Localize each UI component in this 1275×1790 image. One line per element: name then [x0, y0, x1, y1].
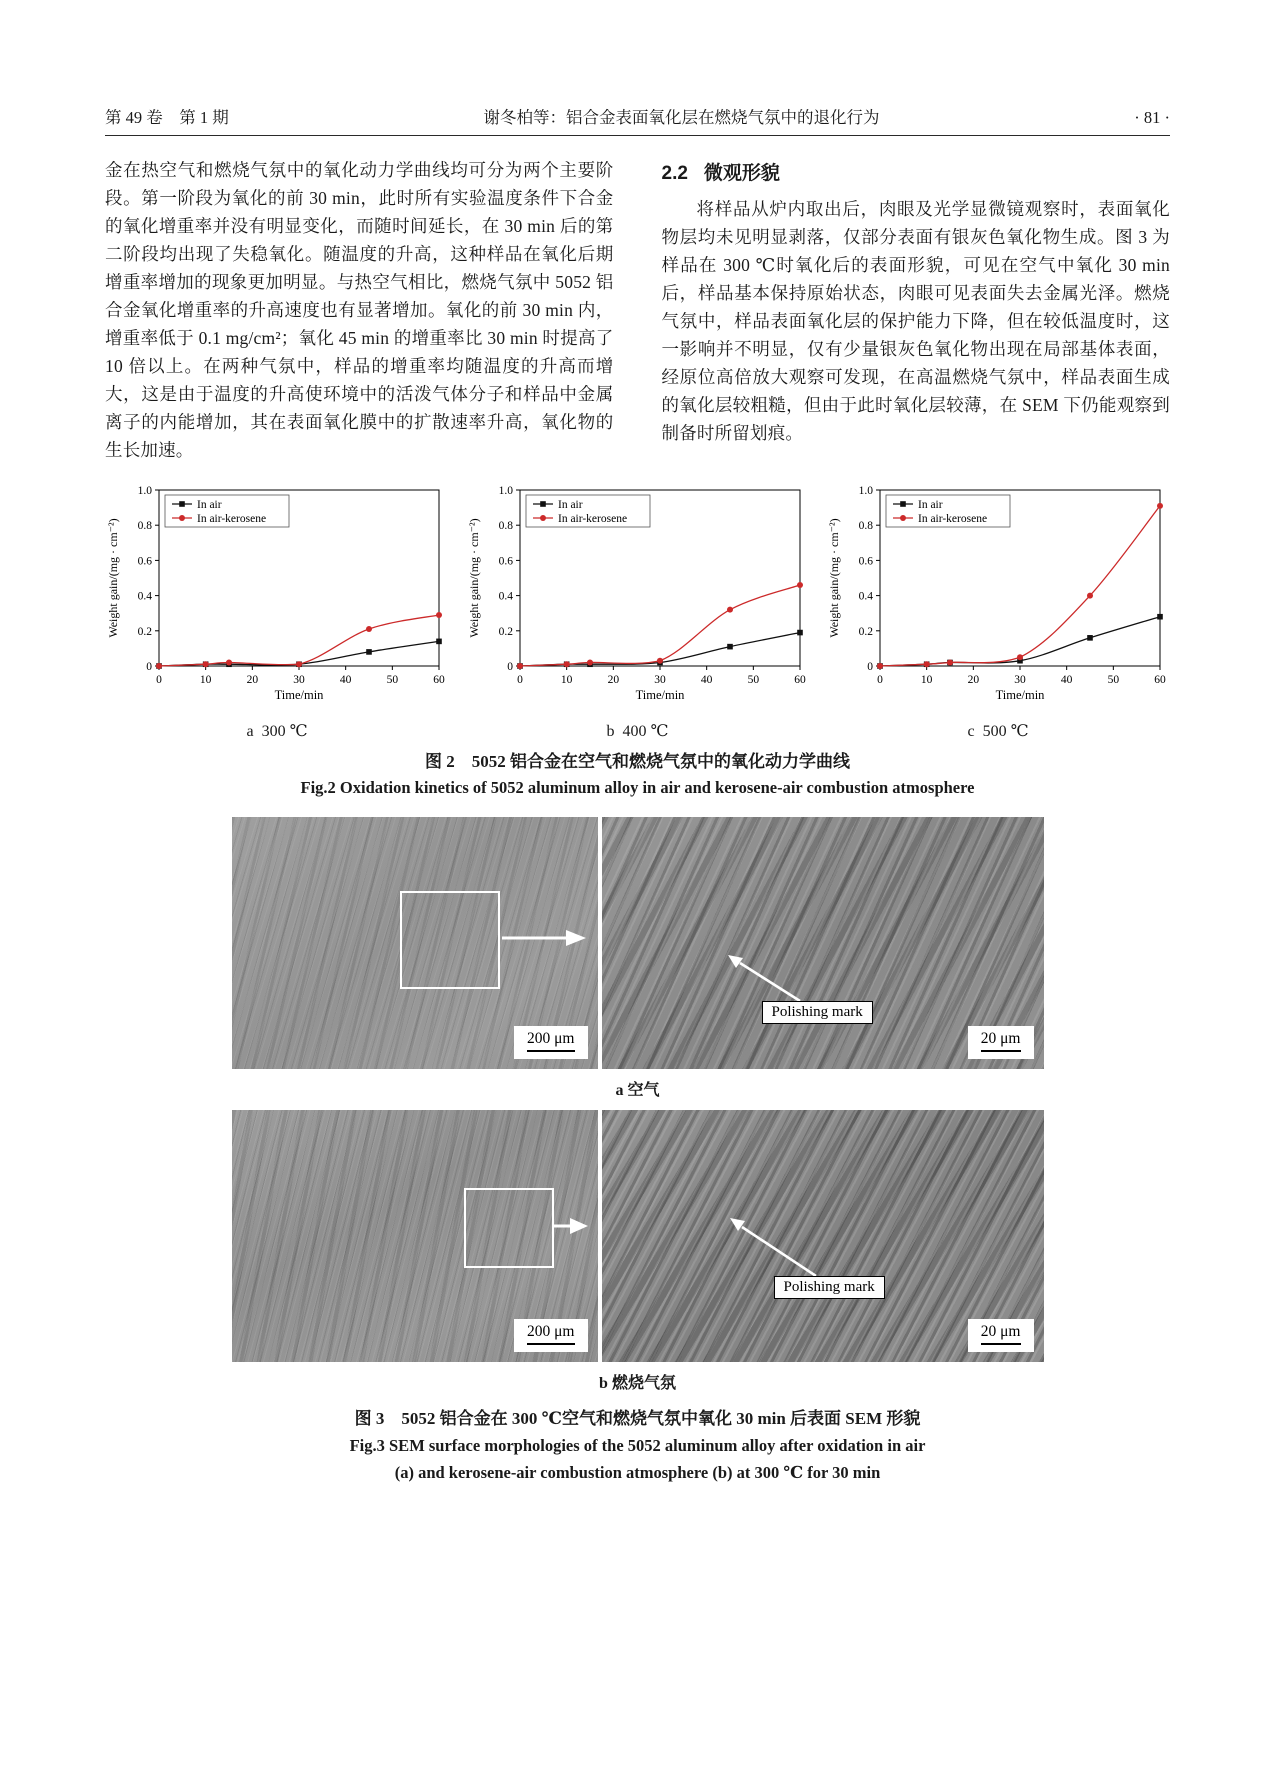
- sem-row-air: [232, 817, 1044, 1069]
- svg-text:10: 10: [199, 674, 212, 686]
- sem-image-kerosene-high-mag: [602, 1110, 1044, 1362]
- oxidation-chart: [466, 478, 810, 741]
- section-title: 微观形貌: [703, 163, 780, 184]
- svg-text:0.2: 0.2: [858, 625, 873, 638]
- svg-text:10: 10: [920, 674, 933, 686]
- svg-text:0.6: 0.6: [498, 555, 513, 568]
- figure3-caption-en-2: (a) and kerosene-air combustion atmosphere (b) at 300 ℃ for 30 min: [394, 1463, 881, 1482]
- svg-text:60: 60: [1154, 674, 1166, 686]
- sem-image-kerosene-low-mag: [232, 1110, 598, 1362]
- svg-text:50: 50: [1107, 674, 1120, 686]
- svg-text:10: 10: [560, 674, 572, 686]
- figure-3: [232, 817, 1044, 1486]
- figure3-caption-en-1: Fig.3 SEM surface morphologies of the 5052 aluminum alloy after oxidation in air: [349, 1436, 926, 1455]
- svg-text:0.4: 0.4: [858, 590, 873, 603]
- volume-issue: 第 49 卷 第 1 期: [105, 108, 229, 127]
- svg-text:0.4: 0.4: [137, 590, 152, 603]
- left-column: [105, 156, 614, 464]
- svg-text:In air-kerosene: In air-kerosene: [197, 513, 267, 525]
- page-number: · 81 ·: [1134, 108, 1170, 127]
- svg-text:0.6: 0.6: [858, 555, 873, 568]
- polishing-mark-label: Polishing mark: [762, 1001, 873, 1024]
- svg-text:0: 0: [516, 674, 523, 686]
- svg-text:50: 50: [386, 674, 399, 686]
- svg-text:Weight gain/(mg · cm⁻²): Weight gain/(mg · cm⁻²): [106, 518, 120, 638]
- svg-text:20: 20: [967, 674, 980, 686]
- section-heading: [662, 158, 1171, 185]
- svg-text:0: 0: [506, 661, 513, 673]
- svg-text:20: 20: [607, 674, 619, 686]
- svg-text:Weight gain/(mg · cm⁻²): Weight gain/(mg · cm⁻²): [466, 518, 481, 638]
- svg-text:0: 0: [156, 674, 162, 686]
- svg-text:Weight gain/(mg · cm⁻²): Weight gain/(mg · cm⁻²): [827, 518, 841, 638]
- right-column: [662, 156, 1171, 464]
- svg-text:1.0: 1.0: [858, 485, 873, 497]
- scale-bar-label: 200 μm: [527, 1030, 575, 1047]
- svg-text:40: 40: [1060, 674, 1073, 686]
- svg-text:1.0: 1.0: [498, 485, 513, 497]
- polishing-mark-label: Polishing mark: [774, 1276, 885, 1299]
- oxidation-chart: [105, 478, 449, 741]
- oxidation-chart: [826, 478, 1170, 741]
- sem-image-air-low-mag: [232, 817, 598, 1069]
- svg-text:0.8: 0.8: [858, 520, 873, 533]
- subfigure-label-b: b 燃烧气氛: [599, 1375, 676, 1392]
- svg-text:Time/min: Time/min: [635, 688, 684, 702]
- chart-canvas: [105, 478, 449, 714]
- svg-text:40: 40: [700, 674, 712, 686]
- page-content: [105, 104, 1170, 1486]
- svg-text:50: 50: [747, 674, 759, 686]
- scale-bar-line: [981, 1050, 1021, 1052]
- scale-bar-label: 200 μm: [527, 1323, 575, 1340]
- svg-text:0: 0: [877, 674, 883, 686]
- scale-bar: [514, 1026, 588, 1059]
- svg-text:In air-kerosene: In air-kerosene: [918, 513, 988, 525]
- section-number: 2.2: [661, 163, 688, 184]
- figure3-caption-zh: 图 3 5052 铝合金在 300 ℃空气和燃烧气氛中氧化 30 min 后表面 SEM 形貌: [354, 1409, 921, 1428]
- scale-bar: [968, 1026, 1034, 1059]
- svg-text:0.8: 0.8: [498, 520, 513, 533]
- oxidation-kinetics-charts: [105, 478, 1170, 741]
- sem-image-air-high-mag: [602, 817, 1044, 1069]
- svg-text:20: 20: [246, 674, 259, 686]
- figure2-caption-en: Fig.2 Oxidation kinetics of 5052 aluminum alloy in air and kerosene-air combustion atmosphere: [300, 778, 975, 797]
- svg-text:In air: In air: [557, 499, 583, 511]
- sem-row-kerosene: [232, 1110, 1044, 1362]
- chart-sublabel: b 400 ℃: [606, 723, 669, 740]
- svg-text:1.0: 1.0: [137, 485, 152, 497]
- chart-sublabel: a 300 ℃: [246, 723, 308, 740]
- svg-text:60: 60: [793, 674, 806, 686]
- svg-text:0.8: 0.8: [137, 520, 152, 533]
- svg-text:0.4: 0.4: [498, 590, 513, 603]
- svg-text:In air-kerosene: In air-kerosene: [557, 513, 627, 525]
- scale-bar-line: [527, 1050, 575, 1052]
- chart-canvas: [466, 478, 810, 714]
- svg-text:30: 30: [293, 674, 305, 686]
- chart-sublabel: c 500 ℃: [967, 723, 1029, 740]
- scale-bar-label: 20 μm: [980, 1323, 1021, 1340]
- svg-text:0: 0: [146, 661, 152, 673]
- svg-text:0.2: 0.2: [498, 625, 513, 638]
- svg-text:0.2: 0.2: [137, 625, 152, 638]
- svg-text:30: 30: [1014, 674, 1026, 686]
- svg-text:0.6: 0.6: [137, 555, 152, 568]
- svg-text:40: 40: [339, 674, 352, 686]
- scale-bar-line: [981, 1343, 1021, 1345]
- chart-canvas: [826, 478, 1170, 714]
- svg-text:In air: In air: [197, 499, 222, 511]
- svg-text:0: 0: [867, 661, 873, 673]
- figure2-caption-zh: 图 2 5052 铝合金在空气和燃烧气氛中的氧化动力学曲线: [425, 752, 850, 771]
- svg-text:30: 30: [653, 674, 666, 686]
- svg-text:60: 60: [433, 674, 445, 686]
- scale-bar: [514, 1319, 588, 1352]
- scale-bar-line: [527, 1343, 575, 1345]
- scale-bar-label: 20 μm: [980, 1030, 1021, 1047]
- subfigure-label-a: a 空气: [615, 1082, 660, 1099]
- figure-2: [105, 478, 1170, 801]
- page-header: [105, 104, 1170, 136]
- running-title: 谢冬柏等：铝合金表面氧化层在燃烧气氛中的退化行为: [483, 108, 880, 127]
- svg-text:Time/min: Time/min: [995, 688, 1045, 702]
- two-column-body: [105, 156, 1170, 464]
- svg-text:Time/min: Time/min: [274, 688, 324, 702]
- body-paragraph-left: 金在热空气和燃烧气氛中的氧化动力学曲线均可分为两个主要阶段。第一阶段为氧化的前 30 min，此时所有实验温度条件下合金的氧化增重率并没有明显变化，而随时间延长，在 30 min 后的第二阶段均出现了失稳氧化。随温度的升高，这种样品在氧化后期增重率增加的现象更加明显。与热空气相比，燃烧气氛中 5052 铝合金氧化增重率的升高速度也有显著增加。氧化的前 30 min 内，增重率低于 0.1 mg/cm²；氧化 45 min 的增重率比 30 min 时提高了 10 倍以上。在两种气氛中，样品的增重率均随温度的升高而增大，这是由于温度的升高使环境中的活泼气体分子和样品中金属离子的内能增加，其在表面氧化膜中的扩散速率升高，氧化物的生长加速。: [105, 160, 614, 460]
- body-paragraph-right: 将样品从炉内取出后，肉眼及光学显微镜观察时，表面氧化物层均未见明显剥落，仅部分表面有银灰色氧化物生成。图 3 为样品在 300 ℃时氧化后的表面形貌，可见在空气中氧化 30 min 后，样品基本保持原始状态，肉眼可见表面失去金属光泽。燃烧气氛中，样品表面氧化层的保护能力下降，但在较低温度时，这一影响并不明显，仅有少量银灰色氧化物出现在局部基体表面，经原位高倍放大观察可发现，在高温燃烧气氛中，样品表面生成的氧化层较粗糙，但由于此时氧化层较薄，在 SEM 下仍能观察到制备时所留划痕。: [661, 199, 1170, 443]
- scale-bar: [968, 1319, 1034, 1352]
- svg-text:In air: In air: [918, 499, 943, 511]
